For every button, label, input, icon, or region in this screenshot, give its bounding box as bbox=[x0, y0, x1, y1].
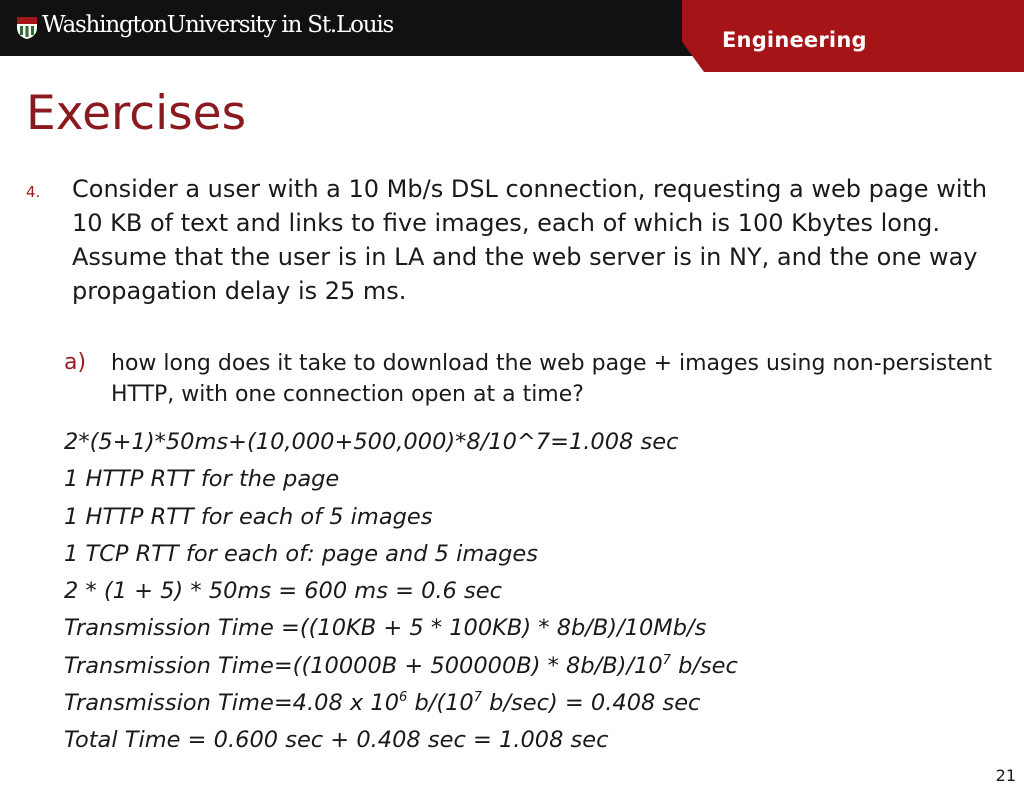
answer-line: 2*(5+1)*50ms+(10,000+500,000)*8/10^7=1.008 sec bbox=[64, 429, 679, 455]
school-name: Engineering bbox=[722, 28, 867, 52]
header-bar bbox=[0, 0, 1024, 72]
exponent: 6 bbox=[399, 690, 408, 706]
answer-text: b/(10 bbox=[407, 690, 474, 717]
answer-line: Total Time = 0.600 sec + 0.408 sec = 1.008 sec bbox=[64, 727, 609, 754]
sub-question-text: how long does it take to download the web page + images using non-persistent HTTP, with one connection open at a time? bbox=[111, 351, 992, 407]
question-number: 4. bbox=[26, 183, 41, 201]
answer-line bbox=[64, 685, 1014, 722]
sub-question-label: a) bbox=[64, 350, 87, 375]
answer-text: Transmission Time=4.08 x 10 bbox=[64, 690, 400, 717]
answer-line: 1 HTTP RTT for the page bbox=[64, 466, 340, 493]
answer-text: b/sec) = 0.408 sec bbox=[482, 690, 701, 717]
question-text: Consider a user with a 10 Mb/s DSL connection, requesting a web page with 10 KB of text and links to five images, each of which is 100 Kbytes long. Assume that the user is in LA and the web server is in NY, and the one way propagation delay is 25 ms. bbox=[72, 175, 988, 305]
exponent: 7 bbox=[662, 652, 671, 668]
answer-block bbox=[64, 424, 1014, 760]
slide-title: Exercises bbox=[26, 86, 247, 141]
answer-line: 2 * (1 + 5) * 50ms = 600 ms = 0.6 sec bbox=[64, 578, 502, 605]
page-number: 21 bbox=[995, 766, 1016, 785]
answer-text: b/sec bbox=[670, 652, 738, 679]
answer-line bbox=[64, 648, 1014, 685]
university-shield-icon bbox=[16, 16, 38, 40]
exponent: 7 bbox=[473, 690, 483, 706]
university-logo-text: WashingtonUniversity in St.Louis bbox=[42, 12, 394, 38]
answer-line: Transmission Time =((10KB + 5 * 100KB) * 8b/B)/10Mb/s bbox=[64, 615, 707, 642]
answer-line: 1 HTTP RTT for each of 5 images bbox=[64, 503, 433, 530]
answer-line: 1 TCP RTT for each of: page and 5 images bbox=[64, 540, 538, 567]
answer-text: Transmission Time=((10000B + 500000B) * 8b/B)/10 bbox=[64, 652, 663, 679]
